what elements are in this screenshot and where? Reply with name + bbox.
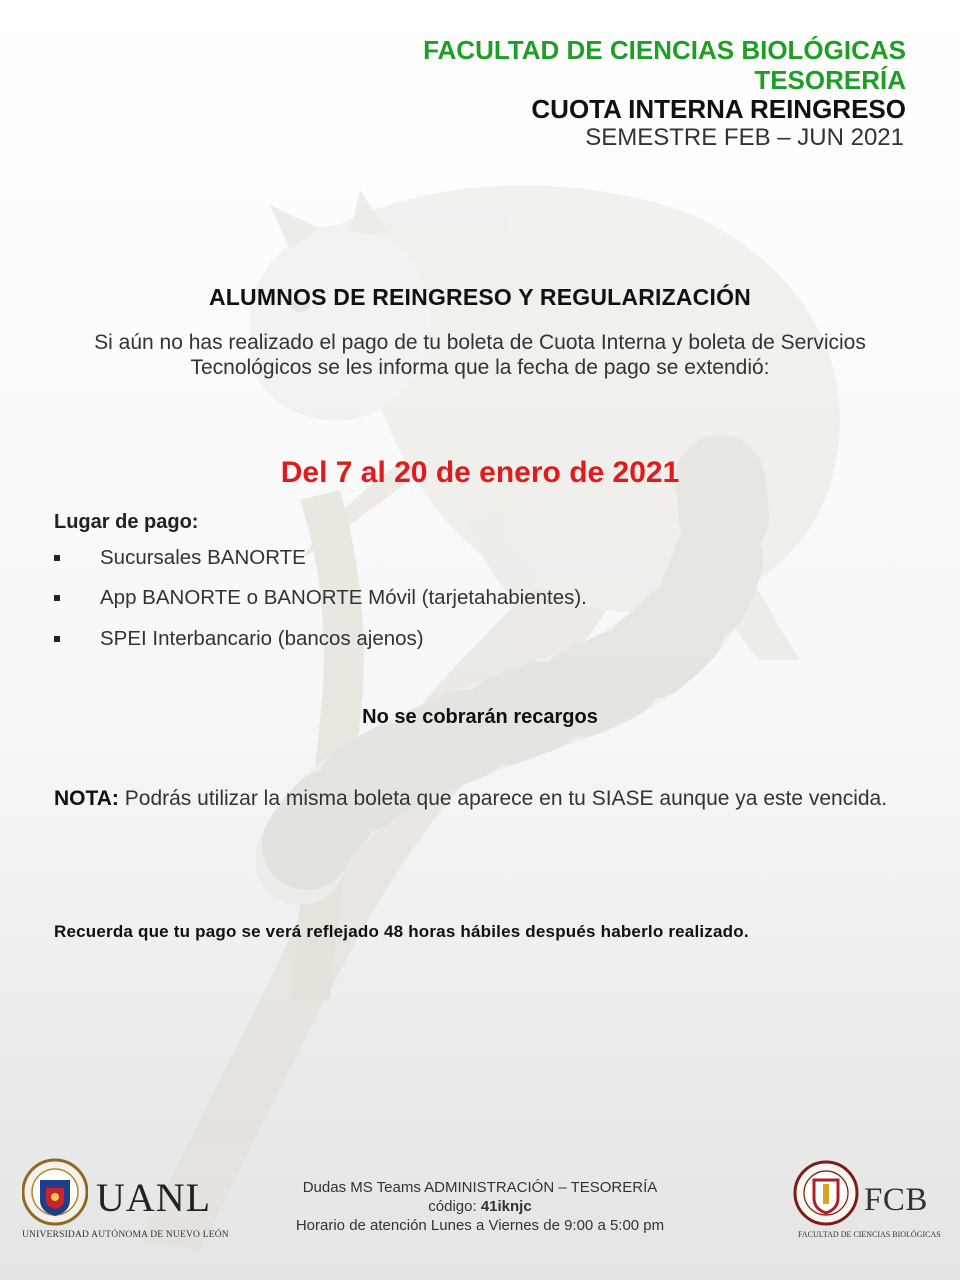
uanl-wordmark: UANL — [96, 1175, 212, 1220]
no-surcharge-note: No se cobrarán recargos — [362, 706, 598, 728]
bullet-square-icon — [54, 595, 60, 601]
department-title: TESORERÍA — [754, 65, 906, 95]
reminder-paragraph: Recuerda que tu pago se verá reflejado 48 horas hábiles después haberlo realizado. — [54, 922, 749, 941]
teams-contact-line: Dudas MS Teams ADMINISTRACIÓN – TESORERÍA — [302, 1179, 658, 1196]
fcb-logo — [792, 1160, 941, 1242]
bullet-square-icon — [54, 555, 60, 561]
faculty-title: FACULTAD DE CIENCIAS BIOLÓGICAS — [423, 35, 906, 65]
payment-place-text: SPEI Interbancario (bancos ajenos) — [100, 627, 424, 650]
notice-title: ALUMNOS DE REINGRESO Y REGULARIZACIÓN — [209, 284, 751, 310]
note-paragraph — [54, 785, 902, 812]
office-hours: Horario de atención Lunes a Viernes de 9:00 a 5:00 pm — [295, 1217, 665, 1234]
note-label: NOTA: — [54, 787, 119, 810]
payment-places-label: Lugar de pago: — [54, 511, 199, 533]
uanl-logo — [22, 1158, 229, 1242]
note-text: Podrás utilizar la misma boleta que aparece en tu SIASE aunque ya este vencida. — [118, 787, 888, 810]
code-value: 41iknjc — [480, 1198, 532, 1215]
payment-place-text: Sucursales BANORTE — [100, 546, 306, 569]
payment-dates: Del 7 al 20 de enero de 2021 — [280, 456, 680, 489]
semester-label: SEMESTRE FEB – JUN 2021 — [585, 124, 904, 151]
fcb-subtitle: FACULTAD DE CIENCIAS BIOLÓGICAS — [798, 1230, 941, 1239]
uanl-subtitle: UNIVERSIDAD AUTÓNOMA DE NUEVO LEÓN — [22, 1230, 229, 1240]
notice-intro: Si aún no has realizado el pago de tu boleta de Cuota Interna y boleta de Servicios Tecnológicos se les informa que la fecha de pago se extendió: — [94, 331, 866, 379]
bullet-square-icon — [54, 636, 60, 642]
code-label: código: — [428, 1198, 481, 1215]
payment-place-text: App BANORTE o BANORTE Móvil (tarjetahabientes). — [100, 586, 587, 609]
uanl-seal-icon — [22, 1158, 88, 1228]
subject-title: CUOTA INTERNA REINGRESO — [531, 94, 906, 124]
fcb-wordmark: FCB — [864, 1182, 928, 1218]
fcb-seal-icon — [792, 1160, 860, 1226]
